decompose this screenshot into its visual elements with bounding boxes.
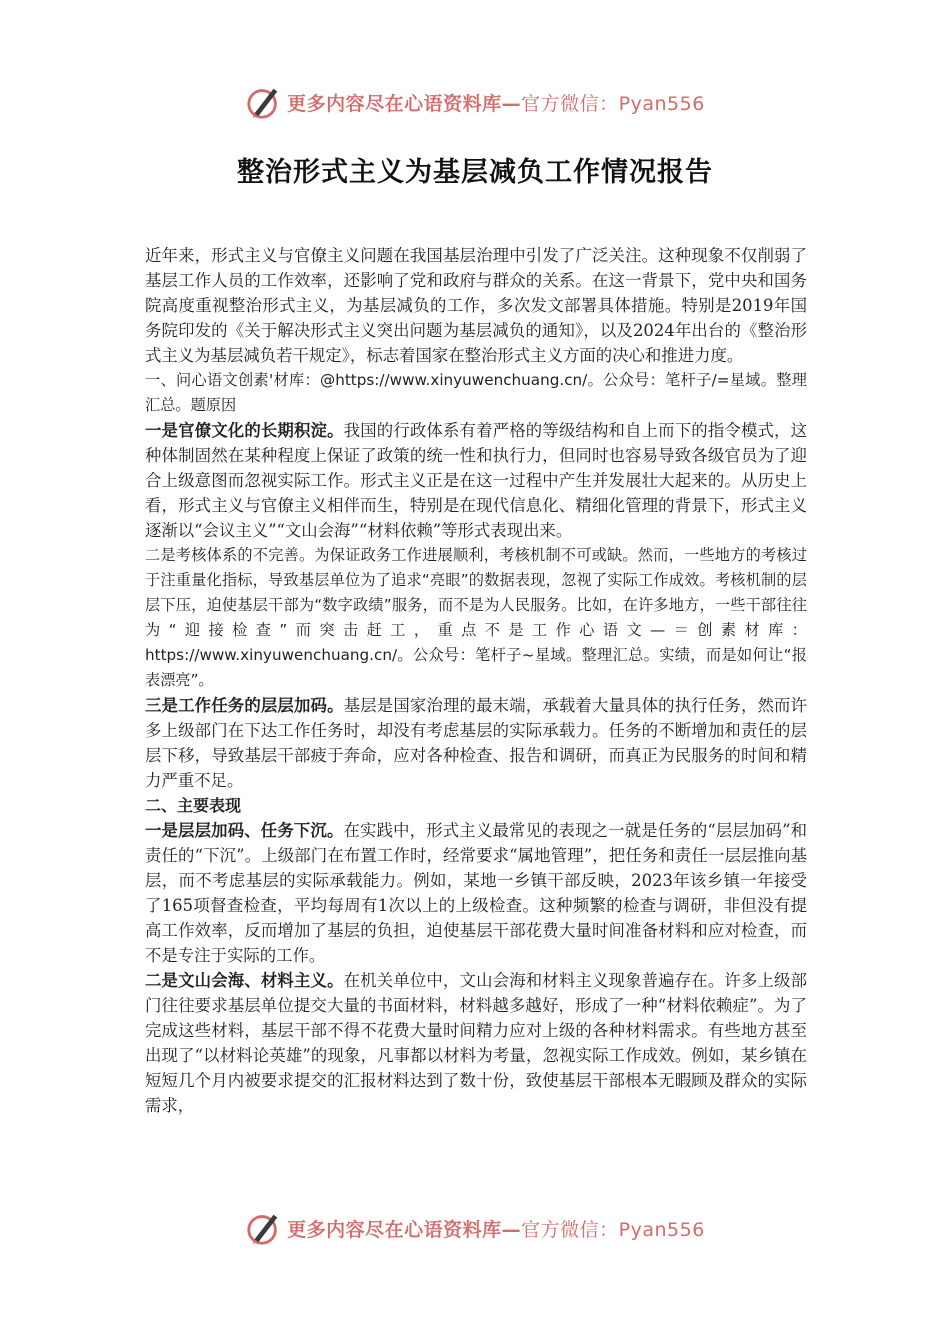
paragraph-symptom-2: 二是文山会海、材料主义。在机关单位中，文山会海和材料主义现象普遍存在。许多上级部门往往要求基层单位提交大量的书面材料，材料越多越好，形成了一种“材料依赖症”。为了完成这些材料，基层干部不得不花费大量时间精力应对上级的各种材料需求。有些地方甚至出现了“以材料论英雄”的现象，凡事都以材料为考量，忽视实际工作成效。例如，某乡镇在短短几个月内被要求提交的汇报材料达到了数十份，致使基层干部根本无暇顾及群众的实际需求， [145, 971, 808, 1115]
intro-paragraph: 近年来，形式主义与官僚主义问题在我国基层治理中引发了广泛关注。这种现象不仅削弱了基层工作人员的工作效率，还影响了党和政府与群众的关系。在这一背景下，党中央和国务院高度重视整治形式主义，为基层减负的工作，多次发文部署具体措施。特别是2019年国务院印发的《关于解决形式主义突出问题为基层减负的通知》，以及2024年出台的《整治形式主义为基层减负若干规定》，标志着国家在整治形式主义方面的决心和推进力度。 [145, 246, 807, 365]
section-1-heading: 一、问心语文创素'材库：@https://www.xinyuwenchuang.cn/。公众号：笔杆子/=星域。整理汇总。题原因 [145, 371, 807, 414]
pen-logo-icon [245, 1209, 283, 1247]
paragraph-cause-3: 三是工作任务的层层加码。基层是国家治理的最末端，承载着大量具体的执行任务，然而许多上级部门在下达工作任务时，却没有考虑基层的实际承载力。任务的不断增加和责任的层层下移，导致基层干部疲于奔命，应对各种检查、报告和调研，而真正为民服务的时间和精力严重不足。 [145, 696, 808, 790]
document-body [145, 243, 807, 1118]
pen-logo-icon [245, 83, 283, 121]
paragraph-symptom-1: 一是层层加码、任务下沉。在实践中，形式主义最常见的表现之一就是任务的“层层加码”和责任的“下沉”。上级部门在布置工作时，经常要求“属地管理”，把任务和责任一层层推向基层，而不考虑基层的实际承载能力。例如，某地一乡镇干部反映，2023年该乡镇一年接受了165项督查检查，平均每周有1次以上的上级检查。这种频繁的检查与调研，非但没有提高工作效率，反而增加了基层的负担，迫使基层干部花费大量时间准备材料和应对检查，而不是专注于实际的工作。 [145, 821, 808, 965]
paragraph-cause-1: 一是官僚文化的长期积淀。我国的行政体系有着严格的等级结构和自上而下的指令模式，这种体制固然在某种程度上保证了政策的统一性和执行力，但同时也容易导致各级官员为了迎合上级意图而忽视实际工作。形式主义正是在这一过程中产生并发展壮大起来的。从历史上看，形式主义与官僚主义相伴而生，特别是在现代信息化、精细化管理的背景下，形式主义逐渐以“会议主义”“文山会海”“材料依赖”等形式表现出来。 [145, 421, 808, 540]
header-banner [0, 82, 950, 122]
banner-text: 更多内容尽在心语资料库—官方微信：Pyan556 [287, 92, 705, 115]
section-2-heading: 二、主要表现 [145, 796, 242, 815]
paragraph-cause-2: 二是考核体系的不完善。为保证政务工作进展顺利，考核机制不可或缺。然而，一些地方的考核过于注重量化指标，导致基层单位为了追求“亮眼”的数据表现，忽视了实际工作成效。考核机制的层层下压，迫使基层干部为“数字政绩”服务，而不是为人民服务。比如，在许多地方，一些干部往往为“迎接检查”而突击赶工，重点不是工作心语文—＝创素材库：https://www.xinyuwenchuang.cn/。公众号：笔杆子~星域。整理汇总。实绩，而是如何让“报表漂亮”。 [145, 546, 807, 689]
banner-text: 更多内容尽在心语资料库—官方微信：Pyan556 [287, 1218, 705, 1241]
footer-banner [0, 1208, 950, 1248]
page-title: 整治形式主义为基层减负工作情况报告 [237, 157, 713, 188]
